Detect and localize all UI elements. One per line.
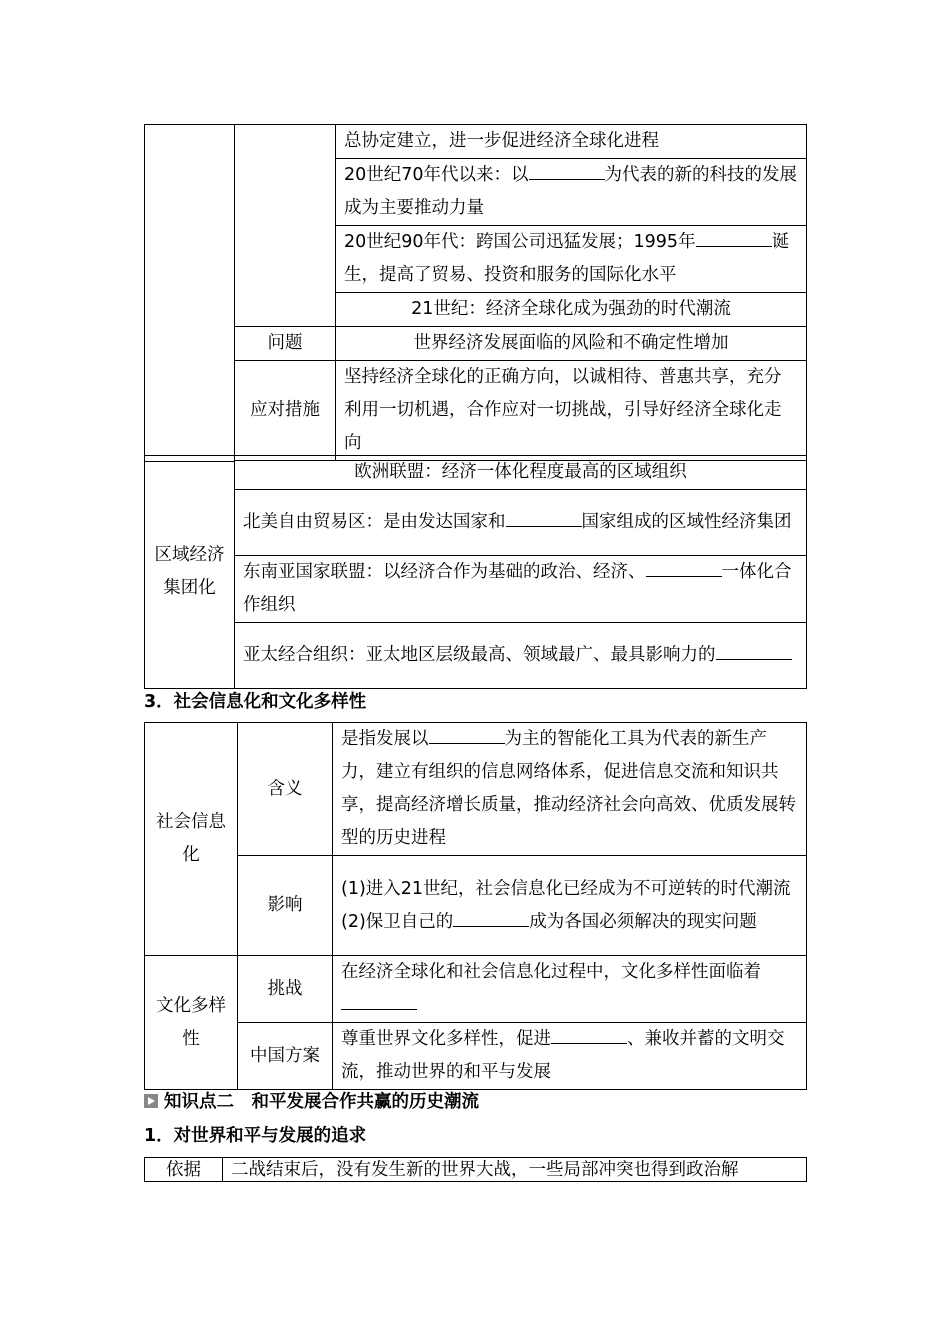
fill-blank (429, 726, 505, 745)
fill-blank (506, 509, 582, 528)
apec-row: 亚太经合组织：亚太地区层级最高、领域最广、最具影响力的 (235, 623, 807, 689)
knowledge2-title: 知识点二 和平发展合作共赢的历史潮流 (144, 1089, 479, 1115)
impact-label: 影响 (238, 856, 333, 956)
fill-blank (341, 992, 417, 1011)
basis-label: 依据 (145, 1158, 223, 1182)
problem-text: 世界经济发展面临的风险和不确定性增加 (336, 327, 807, 361)
regional-table (144, 455, 807, 689)
empty-left-cell (145, 125, 235, 462)
nineties-row: 20世纪90年代：跨国公司迅猛发展；1995年 诞生，提高了贸易、投资和服务的国际化水平 (336, 226, 807, 293)
measures-label: 应对措施 (235, 361, 336, 461)
basis-text: 二战结束后，没有发生新的世界大战，一些局部冲突也得到政治解 (223, 1158, 807, 1182)
fill-blank (716, 642, 792, 661)
china-label: 中国方案 (238, 1023, 333, 1090)
fill-blank (529, 162, 605, 181)
meaning-label: 含义 (238, 723, 333, 856)
gatt-row: 总协定建立，进一步促进经济全球化进程 (336, 125, 807, 159)
challenge-text: 在经济全球化和社会信息化过程中，文化多样性面临着 (333, 956, 807, 1023)
fill-blank (646, 559, 722, 578)
century21-row: 21世纪：经济全球化成为强劲的时代潮流 (336, 293, 807, 327)
eu-row: 欧洲联盟：经济一体化程度最高的区域组织 (235, 456, 807, 490)
nafta-row: 北美自由贸易区：是由发达国家和 国家组成的区域性经济集团 (235, 490, 807, 556)
measures-text: 坚持经济全球化的正确方向，以诚相待、普惠共享，充分利用一切机遇，合作应对一切挑战，引导好经济全球化走向 (336, 361, 807, 461)
problem-label: 问题 (235, 327, 336, 361)
seventies-row: 20世纪70年代以来：以 为代表的新的科技的发展成为主要推动力量 (336, 159, 807, 226)
meaning-text: 是指发展以 为主的智能化工具为代表的新生产力，建立有组织的信息网络体系，促进信息交流和知识共享，提高经济增长质量，推动经济社会向高效、优质发展转型的历史进程 (333, 723, 807, 856)
fill-blank (696, 229, 772, 248)
globalization-table (144, 124, 807, 462)
info-culture-table (144, 722, 807, 1090)
info-label: 社会信息化 (145, 723, 238, 956)
china-text: 尊重世界文化多样性，促进 、兼收并蓄的文明交流，推动世界的和平与发展 (333, 1023, 807, 1090)
fill-blank (453, 908, 529, 927)
section1-title: 1．对世界和平与发展的追求 (144, 1126, 367, 1146)
section3-title: 3．社会信息化和文化多样性 (144, 692, 367, 712)
fill-blank (551, 1026, 627, 1045)
challenge-label: 挑战 (238, 956, 333, 1023)
regional-label: 区域经济集团化 (145, 456, 235, 689)
empty-mid-cell (235, 125, 336, 327)
peace-table (144, 1157, 807, 1182)
asean-row: 东南亚国家联盟：以经济合作为基础的政治、经济、 一体化合作组织 (235, 556, 807, 623)
triangle-marker-icon (144, 1094, 158, 1108)
culture-label: 文化多样性 (145, 956, 238, 1090)
impact-text: (1)进入21世纪，社会信息化已经成为不可逆转的时代潮流 (2)保卫自己的 成为各国必须解决的现实问题 (333, 856, 807, 956)
